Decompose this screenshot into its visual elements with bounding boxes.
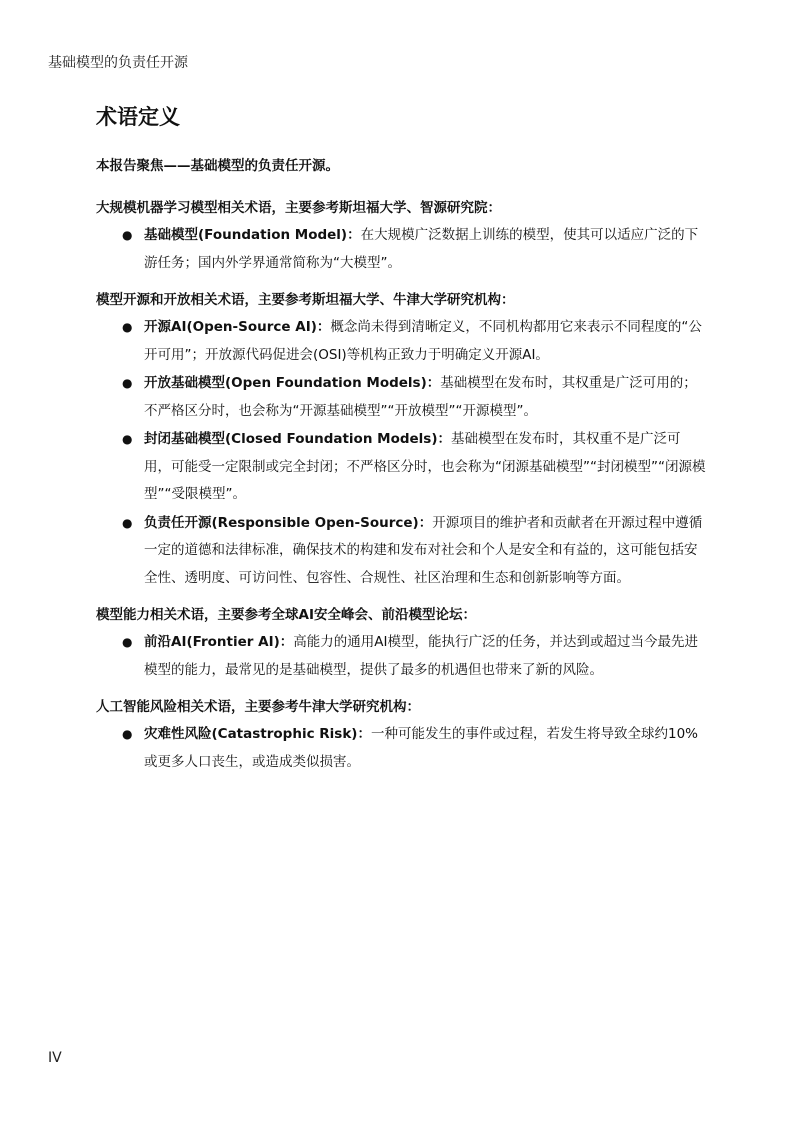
term-name: 负责任开源(Responsible Open-Source)：	[144, 514, 433, 531]
term-definition: 一种可能发生的事件或过程，若发生将导致全球约10%或更多人口丧生，或造成类似损害。	[144, 726, 698, 770]
bullet-icon: ●	[122, 515, 133, 530]
term-item	[96, 721, 706, 776]
section-capability-terms	[96, 605, 706, 684]
term-item	[96, 314, 706, 369]
term-definition: 开源项目的维护者和贡献者在开源过程中遵循一定的道德和法律标准，确保技术的构建和发布对社会和个人是安全和有益的，这可能包括安全性、透明度、可访问性、包容性、合规性、社区治理和生态和创新影响等方面。	[144, 514, 703, 586]
term-name: 封闭基础模型(Closed Foundation Models)：	[144, 431, 452, 447]
term-list	[96, 629, 706, 684]
term-item	[96, 222, 706, 277]
bullet-icon: ●	[122, 320, 133, 334]
page-number: IV	[48, 1050, 62, 1066]
term-name: 前沿AI(Frontier AI)：	[144, 634, 294, 650]
term-list	[96, 314, 706, 592]
bullet-icon: ●	[122, 228, 133, 242]
document-body	[96, 102, 706, 789]
term-definition: 基础模型在发布时，其权重不是广泛可用，可能受一定限制或完全封闭；不严格区分时，也会称为“闭源基础模型”“封闭模型”“闭源模型”“受限模型”。	[144, 431, 706, 502]
bullet-icon: ●	[122, 432, 133, 446]
term-definition: 概念尚未得到清晰定义，不同机构都用它来表示不同程度的“公开可用”；开放源代码促进会(OSI)等机构正致力于明确定义开源AI。	[144, 319, 702, 363]
term-name: 基础模型(Foundation Model)：	[144, 227, 361, 243]
term-name: 开源AI(Open-Source AI)：	[144, 319, 331, 335]
section-risk-terms	[96, 697, 706, 776]
term-name: 开放基础模型(Open Foundation Models)：	[144, 375, 441, 391]
section-heading: 大规模机器学习模型相关术语，主要参考斯坦福大学、智源研究院：	[96, 200, 501, 216]
term-item	[96, 370, 706, 425]
term-item	[96, 510, 706, 593]
term-list	[96, 222, 706, 277]
term-item	[96, 629, 706, 684]
section-heading: 人工智能风险相关术语，主要参考牛津大学研究机构：	[96, 699, 420, 715]
bullet-icon: ●	[122, 727, 133, 741]
term-definition: 基础模型在发布时，其权重是广泛可用的；不严格区分时，也会称为“开源基础模型”“开放模型”“开源模型”。	[144, 375, 697, 419]
term-name: 灾难性风险(Catastrophic Risk)：	[144, 726, 371, 742]
term-item	[96, 426, 706, 509]
page-title: 术语定义	[96, 105, 180, 129]
section-heading: 模型开源和开放相关术语，主要参考斯坦福大学、牛津大学研究机构：	[96, 292, 515, 308]
term-definition: 高能力的通用AI模型，能执行广泛的任务，并达到或超过当今最先进模型的能力，最常见的是基础模型，提供了最多的机遇但也带来了新的风险。	[144, 634, 698, 678]
term-list	[96, 721, 706, 776]
section-large-model-terms	[96, 198, 706, 277]
term-definition: 在大规模广泛数据上训练的模型，使其可以适应广泛的下游任务；国内外学界通常简称为“大模型”。	[144, 227, 699, 271]
bullet-icon: ●	[122, 376, 133, 390]
intro-statement: 本报告聚焦——基础模型的负责任开源。	[96, 158, 339, 174]
section-open-source-terms	[96, 290, 706, 592]
running-header: 基础模型的负责任开源	[48, 55, 188, 71]
bullet-icon: ●	[122, 635, 133, 649]
section-heading: 模型能力相关术语，主要参考全球AI安全峰会、前沿模型论坛：	[96, 607, 476, 623]
